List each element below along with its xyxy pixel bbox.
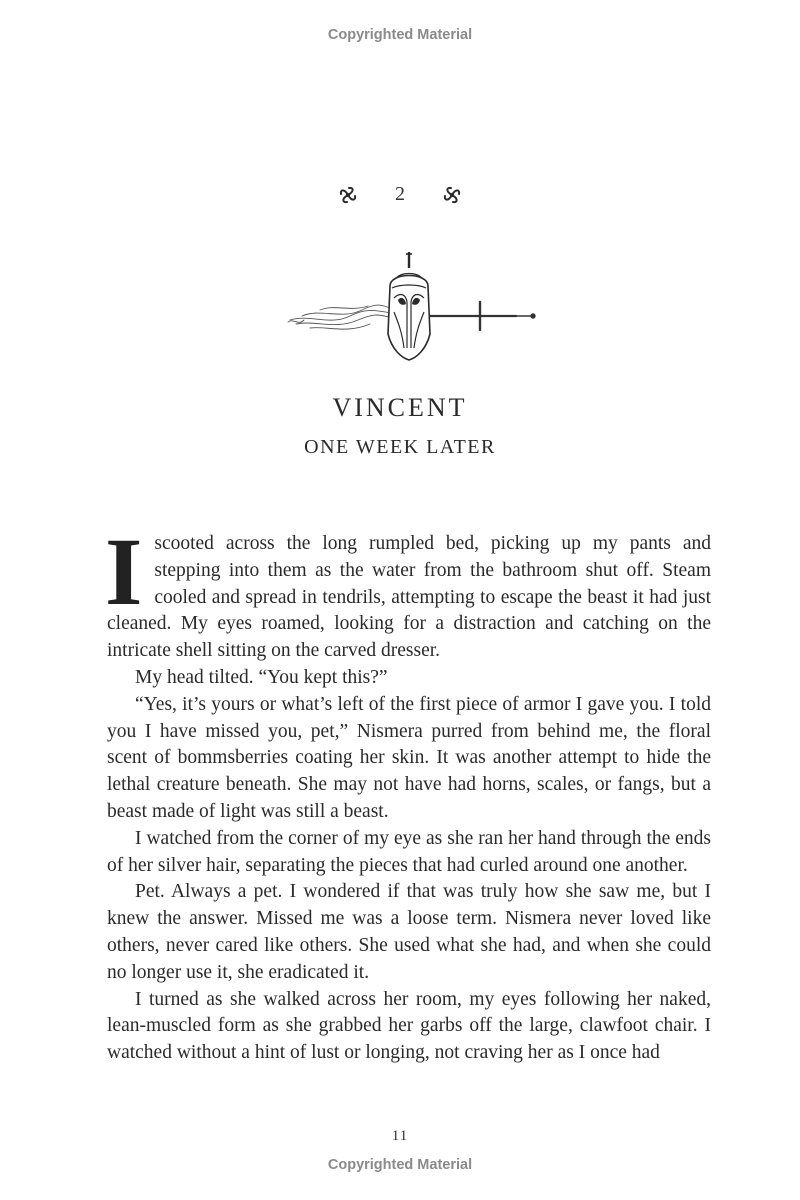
chapter-subtitle: ONE WEEK LATER <box>304 436 496 458</box>
paragraph-3: “Yes, it’s yours or what’s left of the first piece of armor I gave you. I told you I have missed you, pet,” Nismera purred from behind me, the floral scent of bommsberries coating her skin. It was another attempt to hide the lethal creature beneath. She may not have had horns, scales, or fangs, but a beast made of light was still a beast. <box>107 693 711 822</box>
drop-cap: I <box>105 518 143 625</box>
ornament-flourish-right-icon <box>441 184 463 206</box>
copyright-watermark-top: Copyrighted Material <box>327 27 473 43</box>
page-number: 11 <box>391 1128 409 1144</box>
helmet-sword-emblem-icon <box>280 248 540 368</box>
paragraph-2: My head tilted. “You kept this?” <box>135 666 388 688</box>
paragraph-5: Pet. Always a pet. I wondered if that was truly how she saw me, but I knew the answer. Missed me was a loose term. Nismera never loved like others, never cared like others. She used what she had, and when she could no longer use it, she eradicated it. <box>107 881 711 983</box>
chapter-title: VINCENT <box>332 393 468 422</box>
paragraph-6: I turned as she walked across her room, my eyes following her naked, lean-muscled form as she grabbed her garbs off the large, clawfoot chair. I watched without a hint of lust or longing, not craving her as I once had <box>107 988 711 1064</box>
ornament-flourish-left-icon <box>337 184 359 206</box>
paragraph-1 <box>105 518 711 665</box>
chapter-number-row <box>0 183 800 206</box>
paragraph-1-text: scooted across the long rumpled bed, picking up my pants and stepping into them as the water from the bathroom shut off. Steam cooled and spread in tendrils, attempting to escape the beast it had just cleaned. My eyes roamed, looking for a distraction and catching on the intricate shell sitting on the carved dresser. <box>107 533 711 662</box>
paragraph-4: I watched from the corner of my eye as she ran her hand through the ends of her silver hair, separating the pieces that had curled around one another. <box>107 827 711 876</box>
chapter-number: 2 <box>395 183 405 205</box>
copyright-watermark-bottom: Copyrighted Material <box>327 1157 473 1173</box>
chapter-body <box>105 518 711 1067</box>
